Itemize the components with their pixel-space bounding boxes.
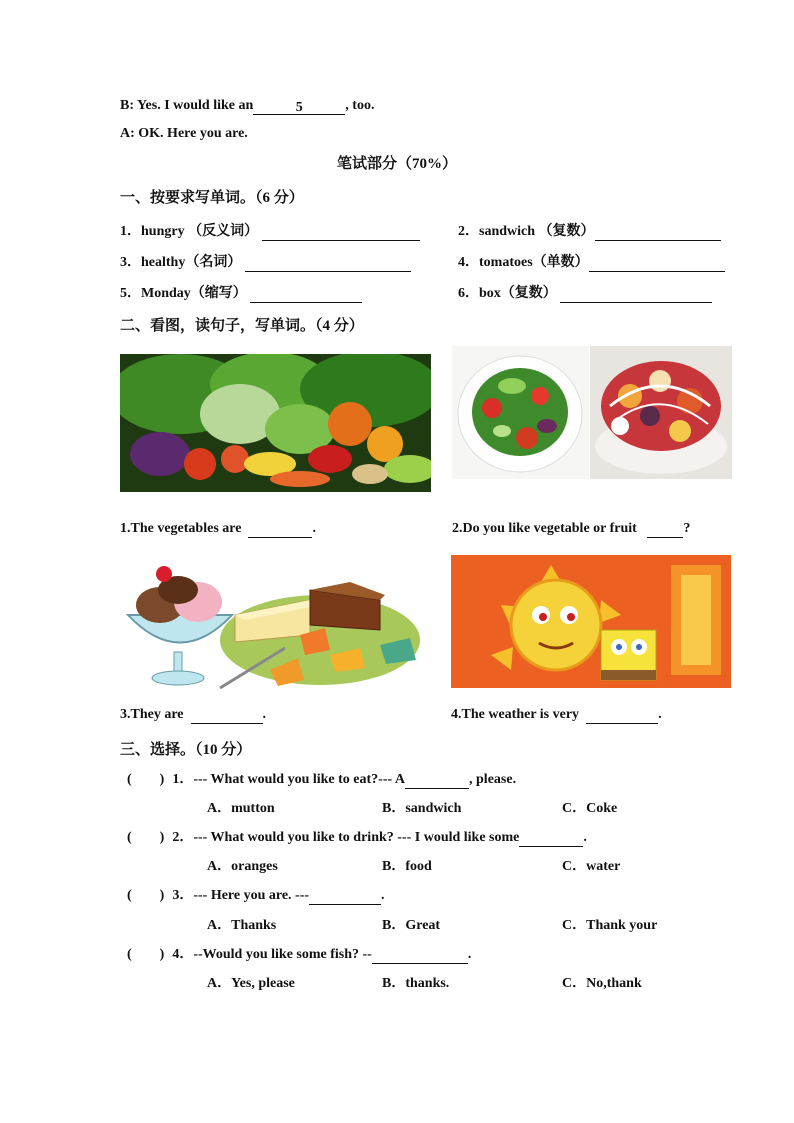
answer-blank[interactable] <box>248 522 312 538</box>
question-3: ( ) 3．--- Here you are. --- . <box>127 888 385 903</box>
answer-blank[interactable] <box>586 708 658 724</box>
q4-option-a[interactable]: A．Yes, please <box>207 976 295 991</box>
part1-item-1: 1．hungry （反义词） <box>120 223 420 241</box>
dialogue-b-line <box>120 97 374 115</box>
part1-item-6: 6．box（复数） <box>458 285 712 303</box>
dialogue-a-line: A: OK. Here you are. <box>120 126 248 141</box>
q1-option-a[interactable]: A．mutton <box>207 801 275 816</box>
dialogue-b-prefix: B: Yes. I would like an <box>120 98 254 113</box>
hot-sun-image <box>451 555 731 688</box>
q1-option-c[interactable]: C．Coke <box>562 801 618 816</box>
fruit-salad-image <box>590 346 732 479</box>
part2-sentence-2: 2.Do you like vegetable or fruit ? <box>452 521 691 536</box>
answer-blank[interactable] <box>372 948 468 964</box>
answer-paren[interactable]: ( ) <box>127 772 165 787</box>
part1-item-4: 4．tomatoes（单数） <box>458 254 725 272</box>
q1-option-b[interactable]: B．sandwich <box>382 801 462 816</box>
answer-paren[interactable]: ( ) <box>127 830 165 845</box>
part2-sentence-3: 3.They are . <box>120 707 267 722</box>
part1-heading: 一、按要求写单词。（6 分） <box>120 190 304 206</box>
answer-paren[interactable]: ( ) <box>127 888 165 903</box>
answer-blank[interactable] <box>262 225 420 241</box>
part2-heading: 二、看图，读句子，写单词。（4 分） <box>120 318 364 334</box>
q3-option-b[interactable]: B．Great <box>382 918 441 933</box>
q2-option-b[interactable]: B．food <box>382 859 432 874</box>
answer-blank[interactable] <box>250 287 362 303</box>
q4-option-c[interactable]: C．No,thank <box>562 976 642 991</box>
q2-option-a[interactable]: A．oranges <box>207 859 278 874</box>
question-4: ( ) 4．--Would you like some fish? -- . <box>127 947 472 962</box>
vegetables-image <box>120 354 431 492</box>
q4-option-b[interactable]: B．thanks. <box>382 976 450 991</box>
q3-option-a[interactable]: A．Thanks <box>207 918 277 933</box>
part1-item-3: 3．healthy（名词） <box>120 254 411 272</box>
answer-blank[interactable] <box>245 256 411 272</box>
answer-blank-5[interactable]: 5 <box>253 99 345 115</box>
section-title: 笔试部分（70%） <box>336 156 457 172</box>
question-2: ( ) 2．--- What would you like to drink? --- I would like some . <box>127 830 587 845</box>
part1-item-5: 5．Monday（缩写） <box>120 285 362 303</box>
answer-blank[interactable] <box>595 225 721 241</box>
answer-blank[interactable] <box>647 522 683 538</box>
part3-heading: 三、选择。（10 分） <box>120 742 252 758</box>
dialogue-b-suffix: , too. <box>345 98 375 113</box>
vegetable-salad-image <box>452 346 589 479</box>
answer-blank[interactable] <box>560 287 712 303</box>
answer-paren[interactable]: ( ) <box>127 947 165 962</box>
question-1: ( ) 1．--- What would you like to eat?--- A , please. <box>127 772 517 787</box>
answer-blank[interactable] <box>589 256 725 272</box>
answer-blank[interactable] <box>519 831 583 847</box>
answer-blank[interactable] <box>405 773 469 789</box>
answer-blank[interactable] <box>191 708 263 724</box>
part1-item-2: 2．sandwich （复数） <box>458 223 721 241</box>
ice-cream-cake-image <box>120 560 433 690</box>
part2-sentence-4: 4.The weather is very . <box>451 707 662 722</box>
q2-option-c[interactable]: C．water <box>562 859 621 874</box>
answer-blank[interactable] <box>309 889 381 905</box>
q3-option-c[interactable]: C．Thank your <box>562 918 658 933</box>
part2-sentence-1: 1.The vegetables are . <box>120 521 316 536</box>
